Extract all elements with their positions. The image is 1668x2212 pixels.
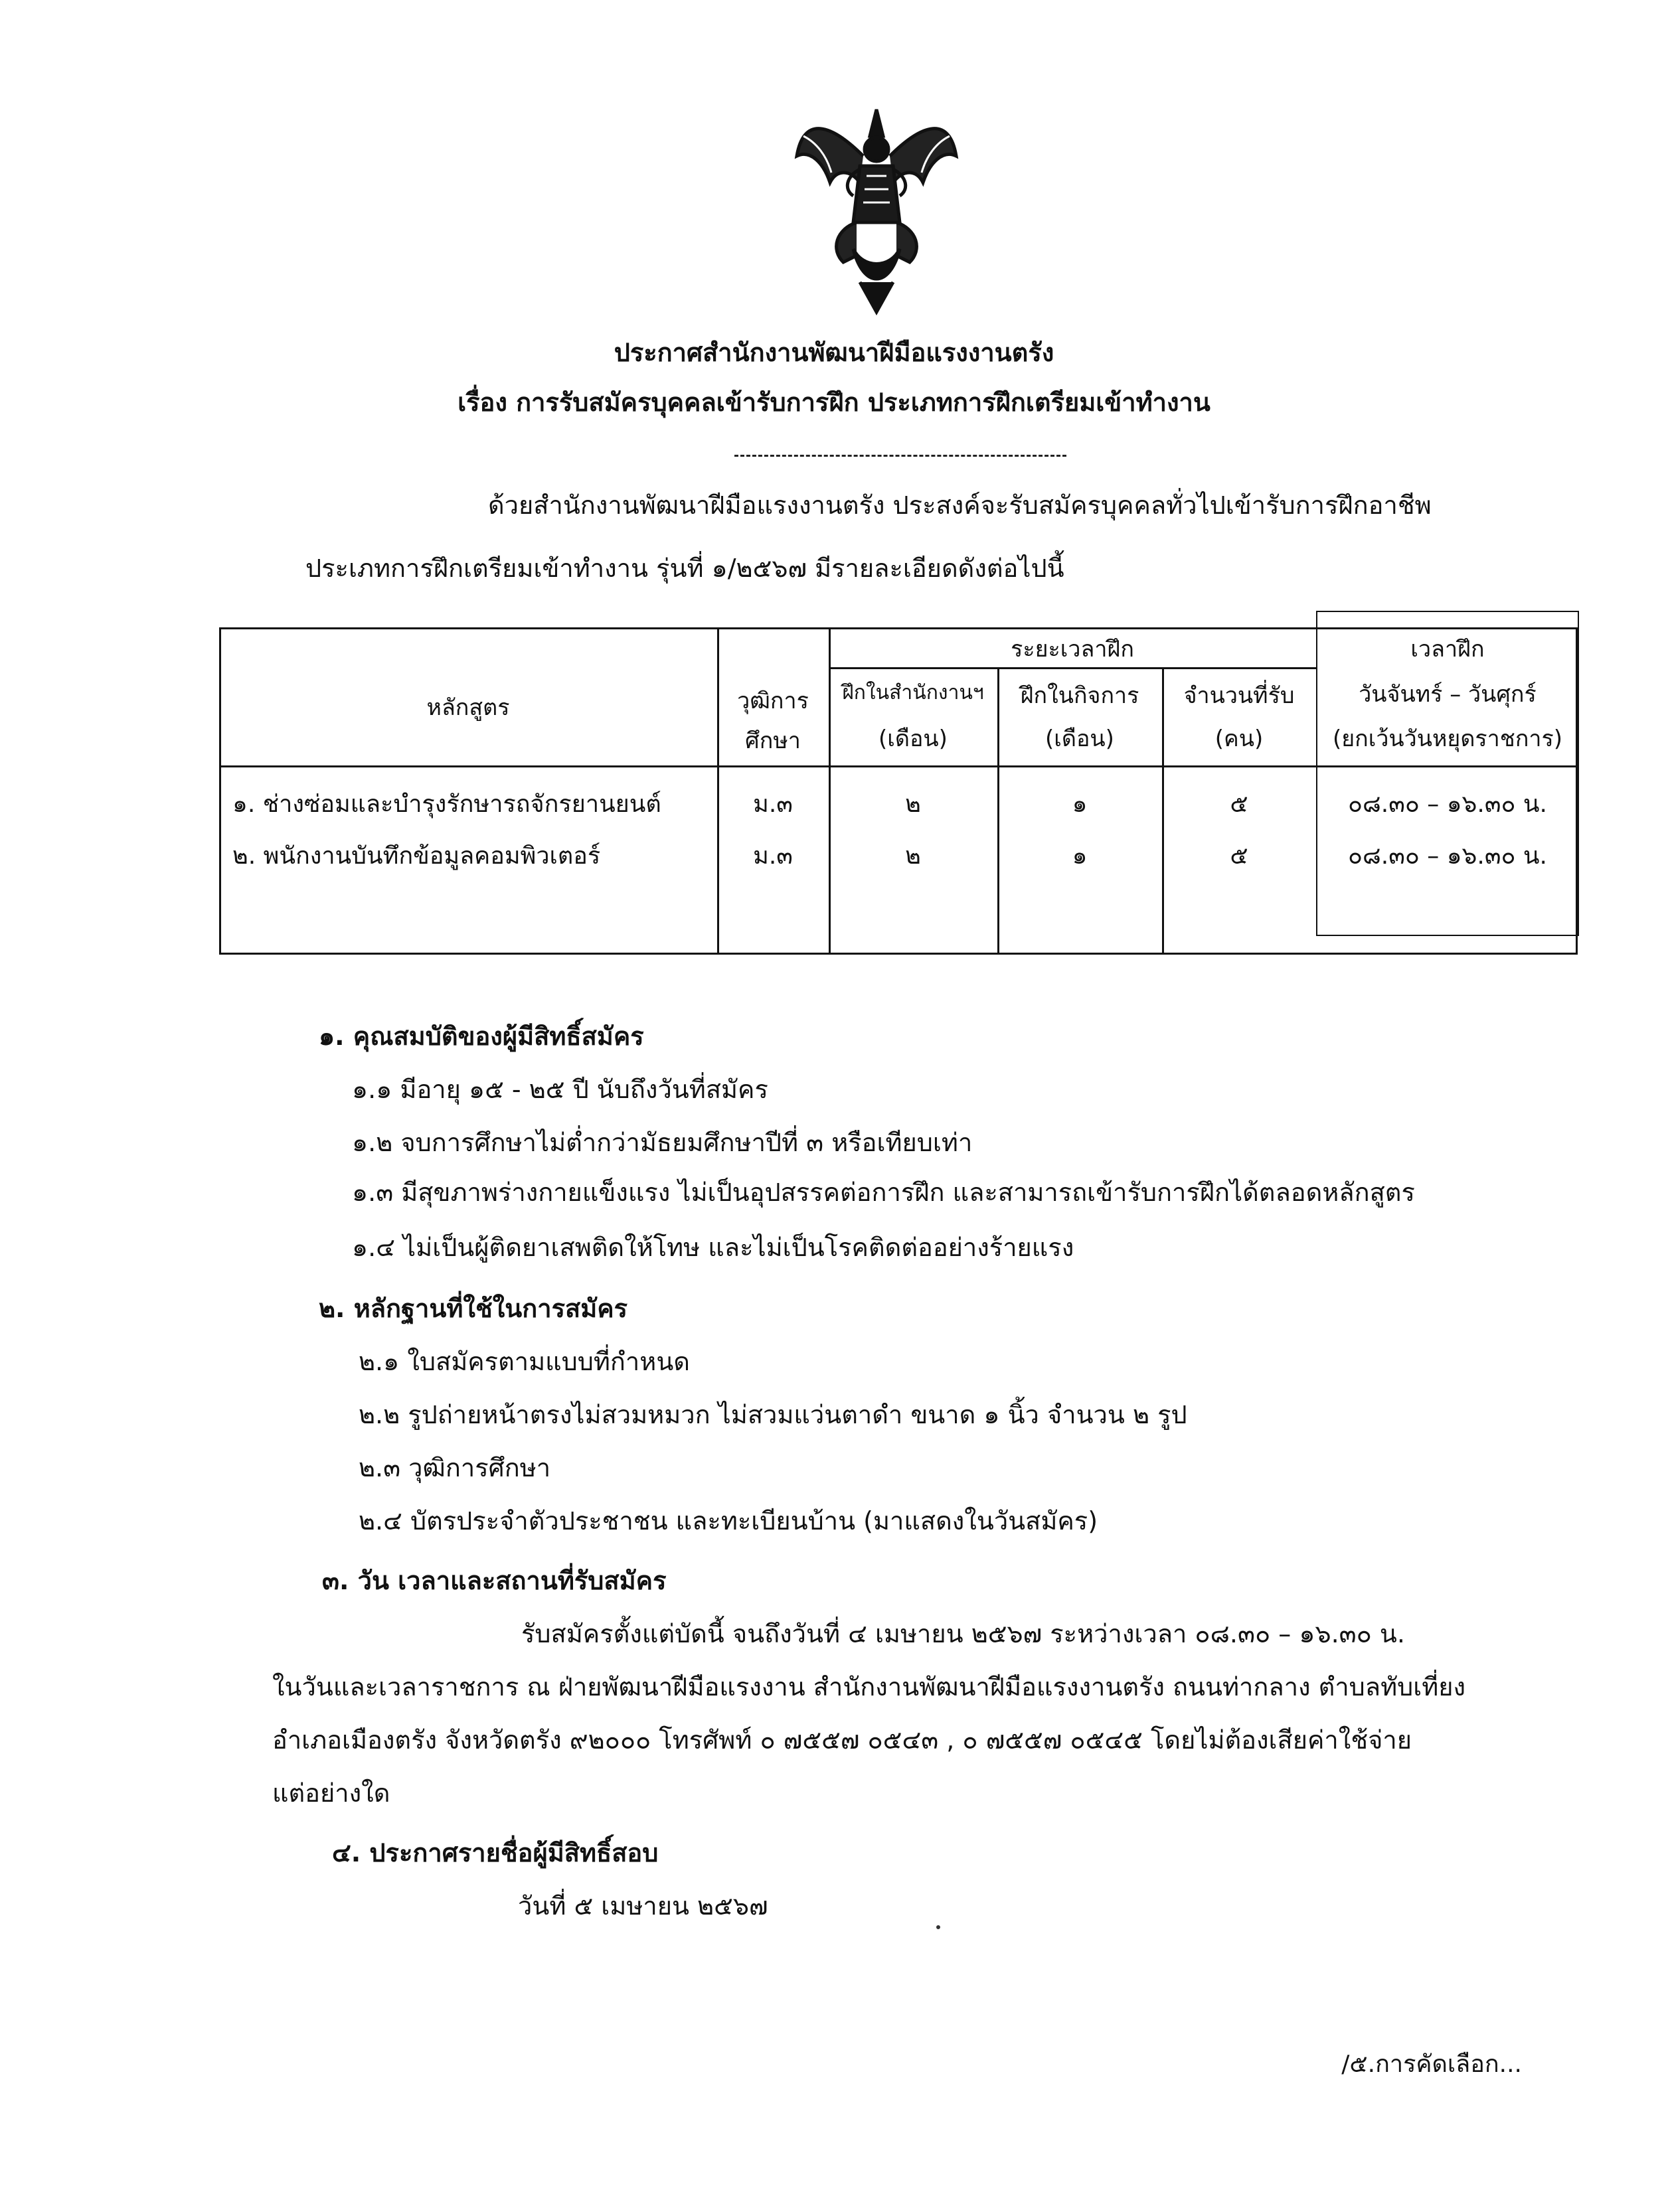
announcement-subject: เรื่อง การรับสมัครบุคคลเข้ารับการฝึก ประเภทการฝึกเตรียมเข้าทำงาน (458, 388, 1210, 417)
table-row-2-count: ๕ (1230, 842, 1248, 870)
section-2-item: ๒.๒ รูปถ่ายหน้าตรงไม่สวมหมวก ไม่สวมแว่นตาดำ ขนาด ๑ นิ้ว จำนวน ๒ รูป (359, 1400, 1187, 1429)
table-row-1-company: ๑ (1072, 791, 1088, 818)
header-education-1: วุฒิการ (737, 688, 809, 714)
table-row-1-edu: ม.๓ (753, 791, 793, 818)
header-office-1: ฝึกในสำนักงานฯ (842, 681, 984, 704)
announcement-title: ประกาศสำนักงานพัฒนาฝีมือแรงงานตรัง (614, 338, 1054, 367)
header-course: หลักสูตร (426, 694, 510, 721)
garuda-emblem (790, 96, 963, 322)
table-row-1-count: ๕ (1230, 791, 1248, 818)
section-2-item: ๒.๔ บัตรประจำตัวประชาชน และทะเบียนบ้าน (มาแสดงในวันสมัคร) (359, 1506, 1098, 1536)
title-separator (734, 455, 1066, 457)
table-row-2-office: ๒ (905, 842, 921, 870)
header-time-2: วันจันทร์ – วันศุกร์ (1359, 681, 1537, 708)
section-2-heading: ๒. หลักฐานที่ใช้ในการสมัคร (319, 1294, 628, 1323)
header-time-3: (ยกเว้นวันหยุดราชการ) (1332, 726, 1563, 752)
header-count-1: จำนวนที่รับ (1183, 682, 1295, 709)
section-3-line-1: รับสมัครตั้งแต่บัดนี้ จนถึงวันที่ ๔ เมษายน ๒๕๖๗ ระหว่างเวลา ๐๘.๓๐ – ๑๖.๓๐ น. (521, 1619, 1405, 1648)
scan-speck (936, 1925, 940, 1929)
header-office-2: (เดือน) (878, 726, 948, 752)
intro-line-2: ประเภทการฝึกเตรียมเข้าทำงาน รุ่นที่ ๑/๒๕๖๗ มีรายละเอียดดังต่อไปนี้ (305, 554, 1064, 583)
intro-line-1: ด้วยสำนักงานพัฒนาฝีมือแรงงานตรัง ประสงค์จะรับสมัครบุคคลทั่วไปเข้ารับการฝึกอาชีพ (488, 491, 1432, 520)
section-1-item: ๑.๓ มีสุขภาพร่างกายแข็งแรง ไม่เป็นอุปสรรคต่อการฝึก และสามารถเข้ารับการฝึกได้ตลอดหลักสูตร (352, 1178, 1415, 1207)
section-2-item: ๒.๓ วุฒิการศึกษา (359, 1453, 551, 1482)
table-row-2-course: ๒. พนักงานบันทึกข้อมูลคอมพิวเตอร์ (232, 842, 601, 870)
section-1-item: ๑.๑ มีอายุ ๑๕ - ๒๕ ปี นับถึงวันที่สมัคร (352, 1075, 768, 1104)
next-page-reference: /๕.การคัดเลือก... (1341, 2051, 1522, 2078)
table-row-1-time: ๐๘.๓๐ – ๑๖.๓๐ น. (1348, 791, 1547, 818)
section-4-date: วันที่ ๕ เมษายน ๒๕๖๗ (518, 1891, 768, 1921)
table-row-1-course: ๑. ช่างซ่อมและบำรุงรักษารถจักรยานยนต์ (232, 791, 661, 818)
header-company-2: (เดือน) (1045, 726, 1114, 752)
section-1-item: ๑.๔ ไม่เป็นผู้ติดยาเสพติดให้โทษ และไม่เป็นโรคติดต่ออย่างร้ายแรง (352, 1233, 1074, 1262)
table-row-2-time: ๐๘.๓๐ – ๑๖.๓๐ น. (1348, 842, 1547, 870)
section-3-line-2: ในวันและเวลาราชการ ณ ฝ่ายพัฒนาฝีมือแรงงาน สำนักงานพัฒนาฝีมือแรงงานตรัง ถนนท่ากลาง ตำบลทับเที่ยง (272, 1672, 1466, 1701)
section-1-heading: ๑. คุณสมบัติของผู้มีสิทธิ์สมัคร (319, 1022, 644, 1051)
section-1-item: ๑.๒ จบการศึกษาไม่ต่ำกว่ามัธยมศึกษาปีที่ ๓ หรือเทียบเท่า (352, 1128, 973, 1157)
section-3-line-3: อำเภอเมืองตรัง จังหวัดตรัง ๙๒๐๐๐ โทรศัพท์ ๐ ๗๕๕๗ ๐๕๔๓ , ๐ ๗๕๕๗ ๐๕๔๕ โดยไม่ต้องเสียค่าใช้จ่าย (272, 1725, 1412, 1755)
table-row-1-office: ๒ (905, 791, 921, 818)
header-period: ระยะเวลาฝึก (1011, 636, 1134, 663)
section-4-heading: ๔. ประกาศรายชื่อผู้มีสิทธิ์สอบ (332, 1838, 659, 1867)
header-company-1: ฝึกในกิจการ (1020, 682, 1139, 709)
table-row-2-edu: ม.๓ (753, 842, 793, 870)
section-3-heading: ๓. วัน เวลาและสถานที่รับสมัคร (322, 1566, 667, 1595)
header-education-2: ศึกษา (745, 728, 801, 754)
header-time-1: เวลาฝึก (1410, 636, 1485, 663)
course-table (219, 611, 1579, 956)
table-row-2-company: ๑ (1072, 842, 1088, 870)
section-3-line-4: แต่อย่างใด (272, 1778, 390, 1808)
header-count-2: (คน) (1214, 726, 1264, 752)
section-2-item: ๒.๑ ใบสมัครตามแบบที่กำหนด (359, 1347, 690, 1376)
